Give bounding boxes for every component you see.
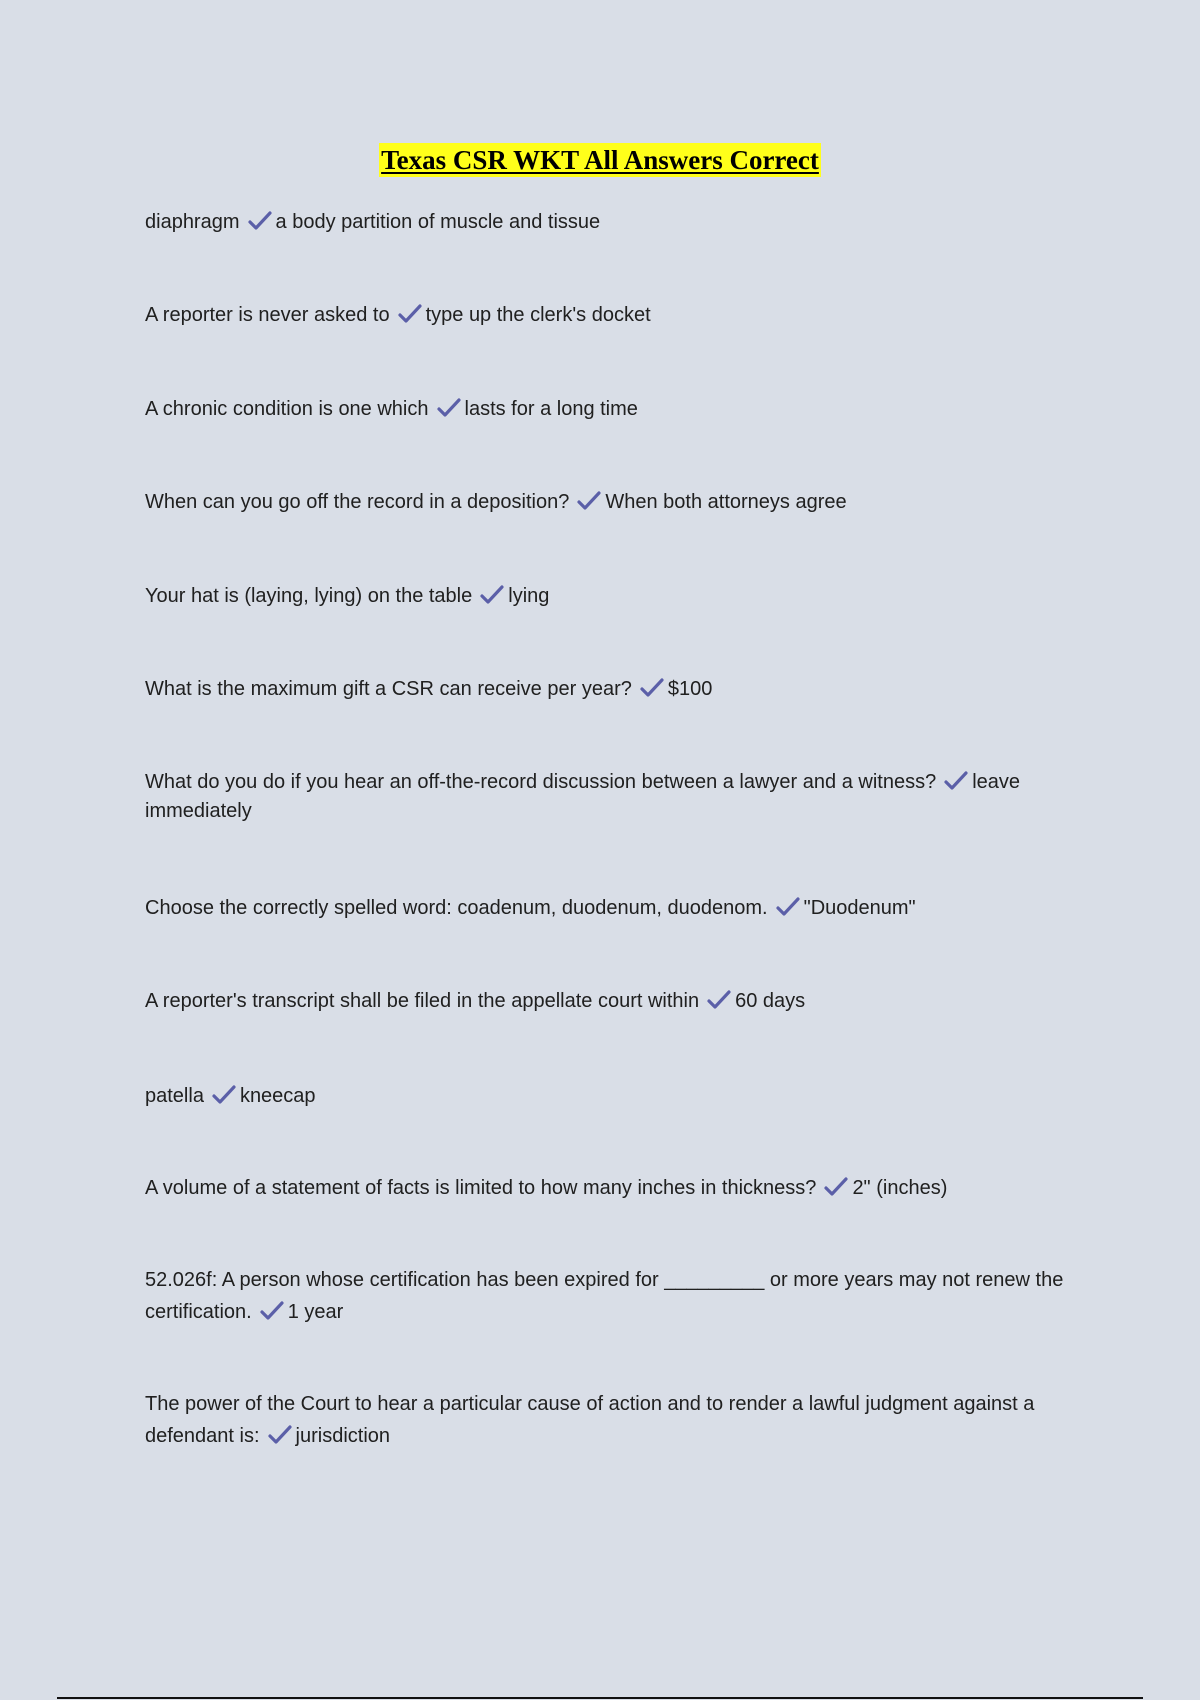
check-icon <box>212 1085 236 1105</box>
qa-item-13 <box>145 1388 1075 1452</box>
qa-item-8 <box>145 892 1075 924</box>
answer-text: $100 <box>667 678 713 700</box>
answer-text: leave immediately <box>145 771 1021 822</box>
answer-text: type up the clerk's docket <box>425 304 651 326</box>
document-title: Texas CSR WKT All Answers Correct <box>381 145 819 175</box>
question-text: Your hat is (laying, lying) on the table <box>145 585 473 607</box>
question-text: Choose the correctly spelled word: coadenum, duodenum, duodenom. <box>145 897 768 919</box>
check-icon <box>944 771 968 791</box>
question-text: diaphragm <box>145 211 240 233</box>
check-icon <box>640 678 664 698</box>
answer-text: jurisdiction <box>295 1425 391 1447</box>
check-icon <box>707 990 731 1010</box>
answer-text: lasts for a long time <box>464 398 638 420</box>
qa-item-5 <box>145 580 1075 612</box>
qa-item-9 <box>145 985 1075 1017</box>
answer-text: a body partition of muscle and tissue <box>275 211 601 233</box>
question-text: A chronic condition is one which <box>145 398 429 420</box>
check-icon <box>248 211 272 231</box>
answer-text: "Duodenum" <box>803 897 916 919</box>
question-text: A reporter is never asked to <box>145 304 390 326</box>
qa-item-6 <box>145 673 1075 705</box>
question-text: When can you go off the record in a deposition? <box>145 491 570 513</box>
answer-text: kneecap <box>239 1085 316 1107</box>
answer-text: 2" (inches) <box>852 1177 948 1199</box>
qa-item-7 <box>145 768 1075 826</box>
qa-item-3 <box>145 393 1075 425</box>
qa-item-10 <box>145 1080 1075 1112</box>
check-icon <box>398 304 422 324</box>
answer-text: 60 days <box>735 990 806 1012</box>
check-icon <box>268 1425 292 1445</box>
qa-item-12 <box>145 1264 1075 1328</box>
answer-text: When both attorneys agree <box>605 491 847 513</box>
qa-item-11 <box>145 1172 1075 1204</box>
check-icon <box>824 1177 848 1197</box>
qa-item-4 <box>145 486 1075 518</box>
check-icon <box>437 398 461 418</box>
qa-item-1 <box>145 206 1075 238</box>
answer-text: lying <box>508 585 550 607</box>
question-text: 52.026f: A person whose certification has been expired for _________ or more years may not renew the certification. <box>145 1269 1064 1323</box>
check-icon <box>776 897 800 917</box>
check-icon <box>480 585 504 605</box>
qa-item-2 <box>145 299 1075 331</box>
question-text: A volume of a statement of facts is limited to how many inches in thickness? <box>145 1177 817 1199</box>
check-icon <box>577 491 601 511</box>
answer-text: 1 year <box>287 1301 344 1323</box>
footer-rule <box>57 1697 1143 1699</box>
question-text: patella <box>145 1085 204 1107</box>
question-text: What is the maximum gift a CSR can receive per year? <box>145 678 632 700</box>
question-text: The power of the Court to hear a particular cause of action and to render a lawful judgment against a defendant is: <box>145 1393 1035 1447</box>
check-icon <box>260 1301 284 1321</box>
question-text: A reporter's transcript shall be filed in the appellate court within <box>145 990 700 1012</box>
question-text: What do you do if you hear an off-the-record discussion between a lawyer and a witness? <box>145 771 937 793</box>
title-wrap <box>0 143 1200 177</box>
